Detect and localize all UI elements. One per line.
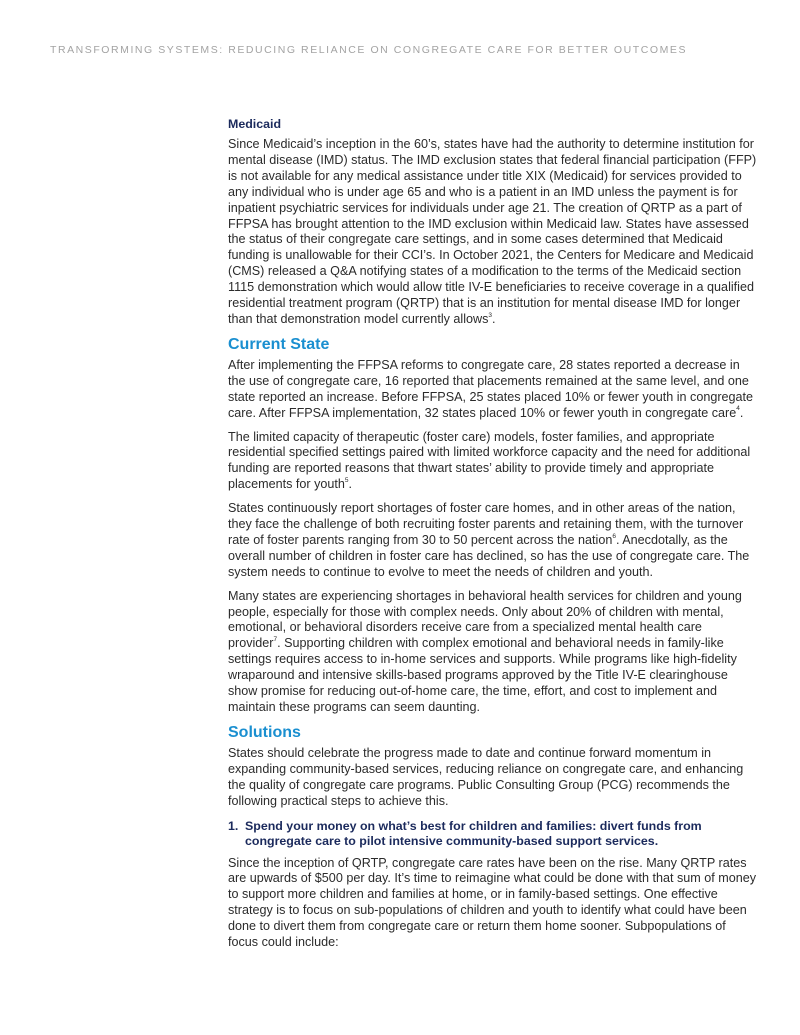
medicaid-heading: Medicaid	[228, 117, 282, 131]
footnote-marker[interactable]: 3	[488, 311, 493, 319]
paragraph-text: Many states are experiencing shortages in behavioral health services for children and young people, especially for those with complex needs. Only about 20% of children with mental, emotional, or behavioral disorders receive care from a specialized mental health care provider	[228, 588, 742, 651]
paragraph-text: Since Medicaid’s inception in the 60’s, states have had the authority to determine institution for mental disease (IMD) status. The IMD exclusion states that federal financial participation (FFP) is not available for any medical assistance under title XIX (Medicaid) for services provided to any individual who is under age 65 and who is a patient in an IMD unless the payment is for inpatient psychiatric services for individuals under age 21. The creation of QRTP as a part of FFPSA has brought attention to the IMD exclusion within Medicaid law. States have assessed the status of their congregate care settings, and in some cases determined that Medicaid funding is unallowable for their CCI’s. In October 2021, the Centers for Medicare and Medicaid (CMS) released a Q&A notifying states of a modification to the terms of the Medicaid section 1115 demonstration which would allow title IV-E beneficiaries to receive coverage in a qualified residential treatment program (QRTP) that is an institution for mental disease IMD for longer than that demonstration model currently allows	[228, 137, 757, 326]
current-state-heading: Current State	[228, 335, 330, 353]
paragraph-text: States continuously report shortages of foster care homes, and in other areas of the nation, they face the challenge of both recruiting foster parents and retaining them, with the turnover rate of foster parents ranging from 30 to 50 percent across the nation	[228, 501, 744, 547]
recommendation-body: Since the inception of QRTP, congregate care rates have been on the rise. Many QRTP rates are upwards of $500 per day. It’s time to reimagine what could be done with that sum of money to support more children and families at home, or in family-based settings. One effective strategy is to focus on sub-populations of children and youth to identify what could have been done to divert them from congregate care or return them home sooner. Subpopulations of focus could include:	[228, 855, 757, 950]
paragraph-tail: . Supporting children with complex emotional and behavioral needs in family-like settings requires access to in-home services and supports. While programs like high-fidelity wraparound and intensive skills-based programs approved by the Title IV-E clearinghouse show promise for reducing out-of-home care, the time, effort, and cost to implement and maintain these programs can seem daunting.	[228, 636, 737, 714]
solutions-heading: Solutions	[228, 723, 301, 741]
footnote-marker[interactable]: 7	[273, 636, 278, 644]
paragraph-tail: .	[348, 477, 353, 492]
footnote-marker[interactable]: 4	[736, 405, 740, 413]
item-number: 1.	[228, 818, 239, 833]
paragraph-tail: .	[739, 405, 744, 420]
main-content	[228, 117, 758, 959]
running-header: TRANSFORMING SYSTEMS: REDUCING RELIANCE ON CONGREGATE CARE FOR BETTER OUTCOMES	[50, 44, 687, 56]
paragraph-tail: .	[492, 311, 496, 326]
paragraph-text: After implementing the FFPSA reforms to congregate care, 28 states reported a decrease in the use of congregate care, 16 reported that placements remained at the same level, and one state reported an increase. Before FFPSA, 25 states placed 10% or fewer youth in congregate care. After FFPSA implementation, 32 states placed 10% or fewer youth in congregate care	[228, 357, 754, 420]
current-state-paragraph-1	[228, 358, 758, 422]
item-title: Spend your money on what’s best for children and families: divert funds from congregate care to pilot intensive community-based support services.	[245, 818, 702, 849]
recommendation-item-1	[228, 819, 758, 850]
paragraph-tail: . Anecdotally, as the overall number of children in foster care has declined, so has the use of congregate care. The system needs to continue to evolve to meet the needs of children and youth.	[228, 532, 750, 579]
current-state-paragraph-3	[228, 501, 758, 581]
paragraph-text: The limited capacity of therapeutic (foster care) models, foster families, and appropriate residential specified settings paired with limited workforce capacity and the need for additional funding are reported reasons that thwart states’ ability to provide timely and appropriate placements for youth	[228, 429, 751, 492]
current-state-paragraph-2	[228, 430, 758, 494]
solutions-intro: States should celebrate the progress made to date and continue forward momentum in expanding community-based services, reducing reliance on congregate care, and enhancing the quality of congregate care programs. Public Consulting Group (PCG) recommends the following practical steps to achieve this.	[228, 745, 744, 808]
footnote-marker[interactable]: 5	[344, 477, 349, 485]
current-state-paragraph-4	[228, 589, 758, 716]
footnote-marker[interactable]: 6	[612, 532, 616, 540]
medicaid-paragraph	[228, 137, 758, 328]
